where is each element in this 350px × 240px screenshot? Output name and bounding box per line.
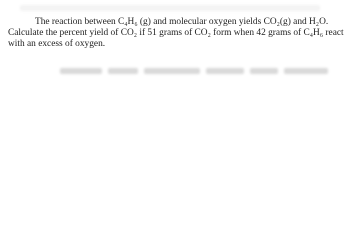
- problem-statement: [8, 17, 346, 49]
- blurred-hidden-text: [60, 64, 350, 78]
- blurred-hidden-text-top: [20, 5, 320, 11]
- page: [0, 0, 350, 88]
- problem-text: The reaction between C₄H₆ (g) and molecular oxygen yields CO₂(g) and H₂O. Calculate the percent yield of CO₂ if 51 grams of CO₂ form when 42 grams of C₄H₆ react with an excess of oxygen.: [8, 17, 344, 49]
